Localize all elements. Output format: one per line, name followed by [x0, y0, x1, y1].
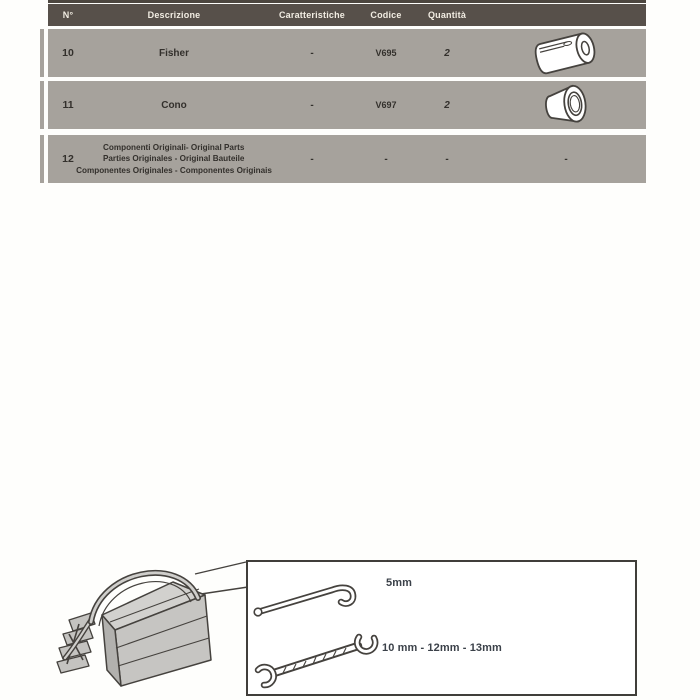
cone-part-icon — [537, 83, 595, 127]
table-top-border — [48, 0, 646, 3]
callout-pointer-line — [201, 587, 248, 594]
callout-pointer-line — [195, 562, 246, 574]
row-quantita: - — [445, 153, 449, 165]
row-codice: - — [384, 153, 388, 165]
row-caratteristiche: - — [310, 153, 314, 165]
description-line-it-en: Componenti Originali- Original Parts — [103, 142, 245, 153]
row-part-image-cell — [486, 29, 646, 77]
row-number: 10 — [62, 47, 74, 59]
row-quantita: 2 — [444, 47, 450, 59]
row-number: 12 — [62, 153, 74, 165]
description-line-fr-de: Parties Originales - Original Bauteile — [103, 153, 245, 164]
table-row-original-parts — [48, 135, 646, 183]
allen-key-icon — [250, 574, 374, 620]
row-caratteristiche: - — [310, 47, 314, 59]
page-edge-fragment — [40, 81, 44, 129]
page-edge-fragment — [40, 135, 44, 183]
row-description: Cono — [161, 99, 187, 111]
allen-key-size-label: 5mm — [386, 577, 412, 589]
toolbox-icon — [55, 560, 255, 700]
header-descrizione: Descrizione — [147, 10, 201, 20]
header-quantita: Quantità — [427, 10, 467, 20]
header-codice: Codice — [370, 10, 402, 20]
table-header-row — [48, 4, 646, 26]
header-caratteristiche: Caratteristiche — [278, 10, 346, 20]
table-row-fisher — [48, 29, 646, 77]
table-row-cono — [48, 81, 646, 129]
page-edge-fragment — [40, 29, 44, 77]
open-end-wrench-icon — [252, 624, 380, 690]
row-caratteristiche: - — [310, 99, 314, 111]
row-description: Fisher — [158, 47, 189, 59]
row-part-image-cell: - — [564, 153, 568, 165]
header-image-spacer — [486, 4, 646, 26]
row-number: 11 — [62, 99, 74, 111]
row-description-multilang — [76, 135, 272, 183]
description-line-es-pt: Componentes Originales - Componentes Originais — [76, 164, 272, 175]
tools-callout-box — [246, 560, 637, 696]
row-codice: V695 — [375, 48, 397, 58]
wrench-sizes-label: 10 mm - 12mm - 13mm — [382, 642, 502, 654]
row-part-image-cell — [486, 81, 646, 129]
fisher-part-icon — [527, 30, 605, 76]
row-quantita: 2 — [444, 99, 450, 111]
header-n: N° — [62, 10, 74, 20]
row-codice: V697 — [375, 100, 397, 110]
